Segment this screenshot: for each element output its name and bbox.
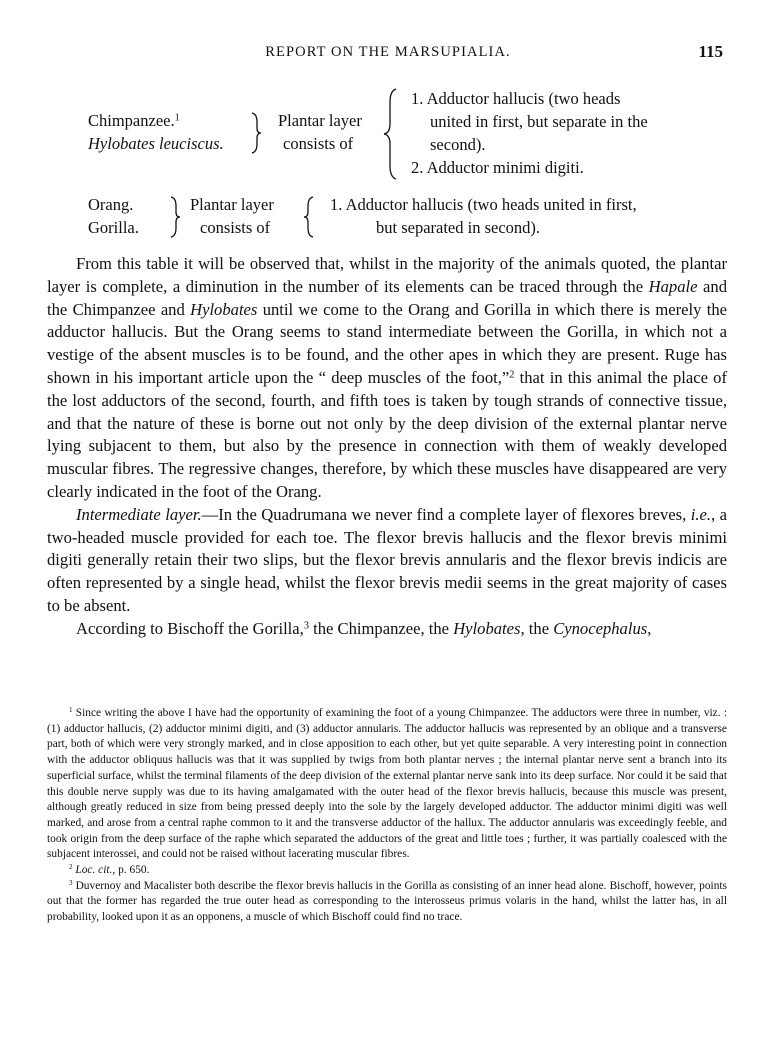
right-brace-icon	[250, 112, 262, 154]
table-row1-middle-1: Plantar layer	[278, 111, 362, 130]
footnote-2: $^2$ Loc. cit., p. 650.	[69, 863, 150, 877]
right-brace-icon	[169, 196, 181, 238]
paragraph-1: From this table it will be observed that, whilst in the majority of the animals quoted, the plantar layer is complete, a diminution in the number of its elements can be traced through the Hapale and the Chimpanzee and Hylobates until we come to the Orang and Gorilla in which there is merely the adductor hallucis. But the Orang seems to stand intermediate between the Gorilla, in which not a vestige of the absent muscles is to be found, and the other apes in which they are present. Ruge has shown in his important article upon the “ deep muscles of the foot,”$^2$ that in this animal the place of the lost adductors of the second, fourth, and fifth toes is taken by tough strands of connective tissue, and that the nature of these is borne out not only by the deep division of the external plantar nerve lying subjacent to them, but also by the presence in connection with them of weakly developed muscular fibres. The regressive changes, therefore, by which these muscles have disappeared are very clearly indicated in the foot of the Orang.	[47, 254, 727, 501]
footnote-1: $^1$ Since writing the above I have had the opportunity of examining the foot of a young Chimpanzee. The adductors were three in number, viz. : (1) adductor hallucis, (2) adductor minimi digiti, and (3) adductor annularis. The adductor hallucis was represented by an oblique and a transverse part, both of which were very strongly marked, and in close apposition to each other, but yet quite separable. A very interesting point in connection with the adductor obliquus hallucis was that it was supplied by twigs from both plantar nerves ; the internal plantar nerve sent a branch into its superficial surface, whilst the terminal filaments of the deep division of the external plantar nerve sank into its deep surface. Nor could it be said that this double nerve supply was due to its having amalgamated with the outer head of the flexor brevis hallucis, because this muscle was present, although greatly reduced in size from being pressed deeply into the sole by the largely developed adductor. The adductor minimi digiti was well marked, and arose from a central raphe common to it and the transverse adductor of the hallux. The adductor annularis was exceedingly feeble, and took origin from the deep surface of the raphe which separated the adductors of the great and little toes ; further, it was partially coalesced with the subjacent interossei, and could not be raised without lacerating muscular fibres.	[47, 706, 727, 861]
section-heading: Intermediate layer.	[76, 504, 202, 524]
page-number: 115	[698, 42, 723, 61]
table-row1-item-1: 1. Adductor hallucis (two heads	[411, 89, 621, 108]
table-row2-item-2: but separated in second).	[376, 218, 541, 237]
running-title: REPORT ON THE MARSUPIALIA.	[265, 44, 511, 60]
table-row2-middle-1: Plantar layer	[190, 195, 274, 214]
paragraph-2: Intermediate layer.—In the Quadrumana we never find a complete layer of flexores breves, i.e., a two-headed muscle provided for each toe. The flexor brevis hallucis and the flexor brevis minimi digiti generally retain their two slips, but the flexor brevis annularis and the flexor brevis indicis are often represented by a single head, whilst the flexor brevis medii seems in the great majority of cases to be absent.	[47, 504, 728, 615]
paragraph-3: According to Bischoff the Gorilla,$^3$ the Chimpanzee, the Hylobates, the Cynocephalus,	[76, 618, 652, 638]
table-row1-species-2: Hylobates leuciscus.	[88, 134, 224, 153]
body-text	[47, 253, 727, 641]
table-row1-item-3: second).	[430, 135, 486, 154]
table-row2-species-2: Gorilla.	[88, 218, 139, 237]
table-row1-species-1: Chimpanzee.$^1$	[88, 111, 180, 130]
footnote-ref-1[interactable]: 1	[174, 112, 180, 124]
table-row2-species-1: Orang.	[88, 195, 134, 214]
table-row2-middle-2: consists of	[200, 218, 271, 237]
footnote-3: $^3$ Duvernoy and Macalister both describe the flexor brevis hallucis in the Gorilla as consisting of an inner head alone. Bischoff, however, points out that the former has regarded the true outer head as corresponding to the interosseus primus volaris in the hand, whilst the latter has, in all probability, looked upon it as an opponens, a muscle of which Bischoff could find no trace.	[47, 878, 727, 924]
left-brace-icon	[382, 88, 398, 180]
footnote-ref-2[interactable]: 2	[509, 369, 515, 381]
footnote-ref-3[interactable]: 3	[303, 620, 309, 632]
table-row1-item-4: 2. Adductor minimi digiti.	[411, 158, 584, 177]
table-row1-middle-2: consists of	[283, 134, 354, 153]
left-brace-icon	[303, 196, 315, 238]
footnotes	[47, 706, 727, 926]
table-row1-item-2: united in first, but separate in the	[430, 112, 648, 131]
table-row2-item-1: 1. Adductor hallucis (two heads united in first,	[330, 195, 637, 214]
